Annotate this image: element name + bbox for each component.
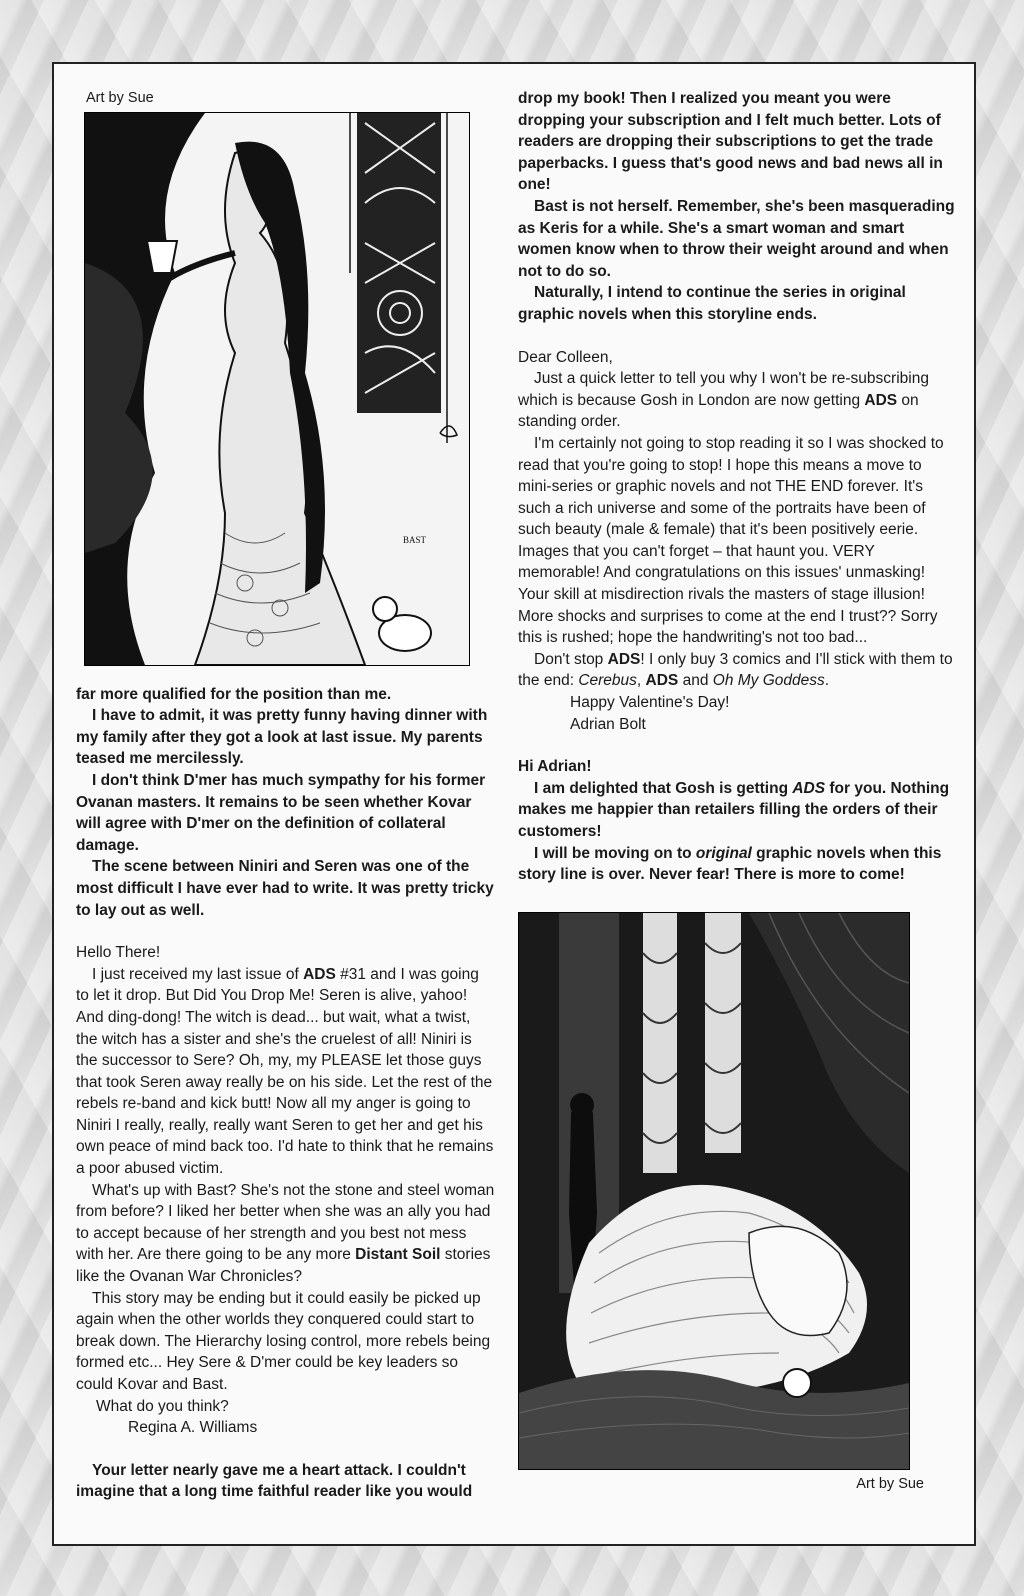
- response3-paragraph-1: I am delighted that Gosh is getting ADS for you. Nothing makes me happier than retailers filling the orders of their customers!: [518, 779, 950, 840]
- letter3-paragraph-2: I'm certainly not going to stop reading it so I was shocked to read that you're going to stop! I hope this means a move to mini-series or graphic novels and not THE END forever. It's such a rich universe and some of the portraits have been of such beauty (male & female) that it's been positively eerie. Images that you can't forget – that haunt you. VERY memorable! And congratulations on this issues' unmasking! Your skill at misdirection rivals the masters of stage illusion! More shocks and surprises to come at the end I trust?? Sorry this is rushed; hope the handwriting's not too bad...: [518, 434, 944, 647]
- letter3-signature: Adrian Bolt: [570, 715, 646, 733]
- response1-line-2: I have to admit, it was pretty funny having dinner with my family after they got a look at last issue. My parents teased me mercilessly.: [76, 707, 488, 768]
- illustration-sleeping-figure: [518, 912, 910, 1470]
- response1-line-1: far more qualified for the position than me.: [76, 685, 392, 703]
- response2-line-3: Naturally, I intend to continue the series in original graphic novels when this storyline ends.: [518, 284, 906, 323]
- response3-paragraph-2: I will be moving on to original graphic novels when this story line is over. Never fear! There is more to come!: [518, 844, 942, 884]
- letter2-signature: Regina A. Williams: [128, 1419, 258, 1437]
- bast-drawing: [85, 113, 469, 665]
- response2-start-text: Your letter nearly gave me a heart attack. I couldn't imagine that a long time faithful reader like you would: [76, 1461, 473, 1501]
- response3-salutation: Hi Adrian!: [518, 758, 592, 776]
- letter3-salutation: Dear Colleen,: [518, 348, 613, 366]
- response-1: [76, 684, 496, 922]
- response-3: [518, 756, 958, 886]
- letter3-paragraph-3: Don't stop ADS! I only buy 3 comics and I'll stick with them to the end: Cerebus, ADS and Oh My Goddess.: [518, 650, 953, 690]
- response2-line-1: drop my book! Then I realized you meant you were dropping your subscription and I felt much better. Lots of readers are dropping their subscriptions to get the trade paperbacks. I guess that's good news and bad news all in one!: [518, 90, 943, 194]
- right-column: [518, 88, 958, 1495]
- letter-regina: [76, 942, 496, 1439]
- art-signature-bast: BAST: [403, 534, 427, 545]
- response-2-start: [76, 1460, 496, 1503]
- response2-line-2: Bast is not herself. Remember, she's been masquerading as Keris for a while. She's a smart woman and smart women know when to throw their weight around and when not to do so.: [518, 197, 955, 280]
- letter3-paragraph-1: Just a quick letter to tell you why I won't be re-subscribing which is because Gosh in London are now getting ADS on standing order.: [518, 370, 929, 431]
- response1-line-3: I don't think D'mer has much sympathy for his former Ovanan masters. It remains to be seen whether Kovar will agree with D'mer on the definition of collateral damage.: [76, 771, 486, 854]
- response1-line-4: The scene between Niniri and Seren was one of the most difficult I have ever had to write. It was pretty tricky to lay out as well.: [76, 858, 494, 919]
- art-credit-top: Art by Sue: [86, 90, 154, 106]
- letter-adrian: [518, 347, 958, 736]
- left-column: [76, 88, 496, 1503]
- letter2-paragraph-1: I just received my last issue of ADS #31 and I was going to let it drop. But Did You Drop Me! Seren is alive, yahoo! And ding-dong! The witch is dead... but wait, what a twist, the witch has a sister and she's the cruelest of all! Niniri is the successor to Sere? Oh, my, my PLEASE let those guys that took Seren away really be on his side. Let the rest of the rebels re-band and kick butt! Now all my anger is going to Niniri I really, really, really want Seren to get her and get his own peace of mind back too. I'd hate to think that he remains a poor abused victim.: [76, 965, 494, 1178]
- art-credit-bottom: Art by Sue: [856, 1475, 924, 1492]
- response-2-continued: [518, 88, 958, 326]
- letter2-paragraph-3: This story may be ending but it could easily be picked up again when the other worlds they conquered could start to break down. The Hierarchy losing control, more rebels being formed etc... Hey Sere & D'mer could be key leaders so could Kovar and Bast.: [76, 1289, 491, 1393]
- letter2-paragraph-2: What's up with Bast? She's not the stone and steel woman from before? I liked her better when she was an ally you had to accept because of her strength and you best not mess with her. Are there going to be any more Distant Soil stories like the Ovanan War Chronicles?: [76, 1181, 495, 1286]
- letters-page: [52, 62, 976, 1546]
- letter2-salutation: Hello There!: [76, 944, 161, 962]
- sleeping-figure-drawing: [519, 913, 909, 1469]
- letter3-closing: Happy Valentine's Day!: [570, 694, 730, 712]
- illustration-bast: [84, 112, 470, 666]
- letter2-closing: What do you think?: [96, 1397, 229, 1415]
